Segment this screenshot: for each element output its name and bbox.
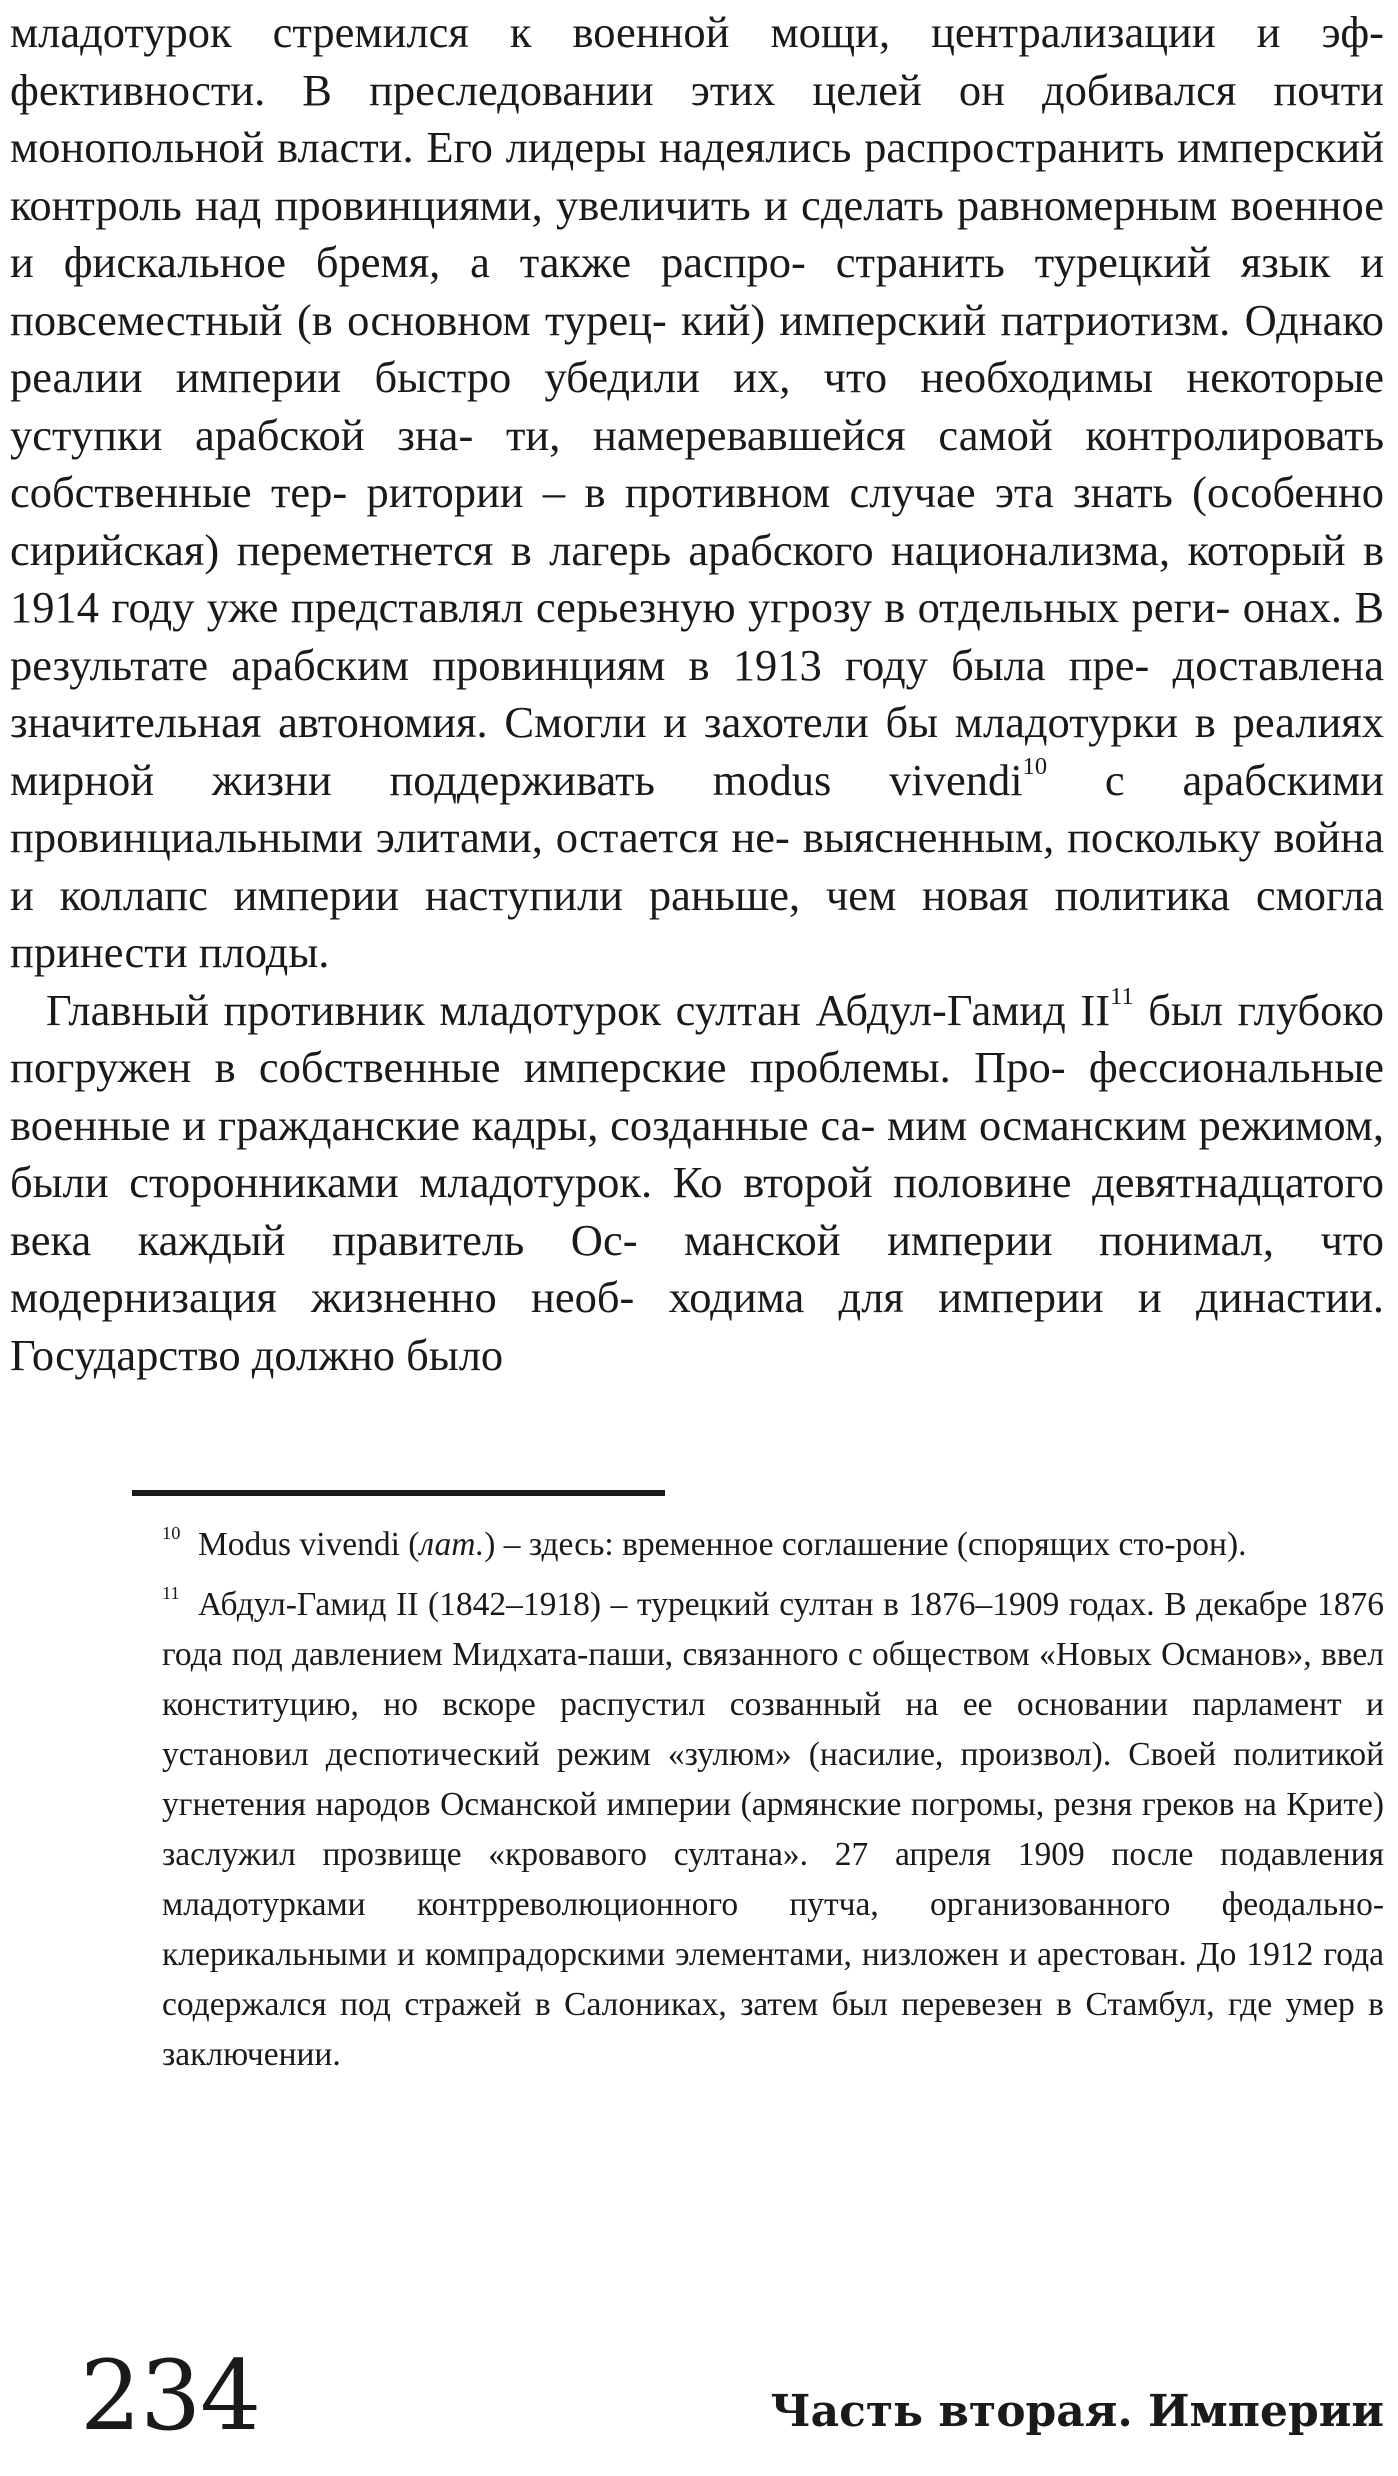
footnote-10: $^{10}$ Modus vivendi (лат.) – здесь: временное соглашение (спорящих сто-рон). — [162, 1523, 1247, 1563]
text-line: манской империи понимал, что модернизация жизненно необ- — [10, 1214, 1385, 1322]
footnote-separator — [132, 1490, 665, 1496]
footnote-ref-10[interactable]: 10 — [1022, 752, 1048, 780]
text-line: ритории – в противном случае эта знать (особенно сирийская) — [10, 467, 1385, 575]
text-line: фективности. В преследовании этих целей он добивался почти — [10, 64, 1384, 115]
text-line: убедили их, что необходимы некоторые уступки арабской зна- — [10, 352, 1384, 460]
main-text — [10, 4, 1384, 1384]
text-line: ти, намеревавшейся самой контролировать собственные тер- — [10, 409, 1384, 517]
text-line: с арабскими провинциальными элитами, остается не- — [10, 754, 1384, 862]
footnote-text: Modus vivendi ( — [198, 1526, 420, 1563]
text-line: переметнется в лагерь арабского национализма, который в — [236, 524, 1384, 575]
text-line: раньше, чем новая политика смогла принести плоды. — [10, 869, 1385, 977]
text-line: Главный противник младотурок султан Абдул-Гамид II — [46, 984, 1111, 1035]
text-line: vivendi — [889, 754, 1023, 805]
running-head: Часть вторая. Империи — [770, 2386, 1384, 2437]
text-line: выясненным, поскольку война и коллапс империи наступили — [10, 812, 1384, 920]
text-line: кий) имперский патриотизм. Однако реалии империи быстро — [10, 294, 1385, 402]
paragraph-2 — [10, 982, 1384, 1385]
text-line: ходима для империи и династии. Государство должно было — [10, 1272, 1385, 1380]
text-line: доставлена значительная автономия. Смогли и захотели бы — [10, 639, 1384, 747]
text-line: монопольной власти. Его лидеры надеялись распространить — [10, 122, 1165, 172]
text-line: странить турецкий язык и повсеместный (в основном турец- — [10, 237, 1385, 345]
text-line: младотурки в реалиях мирной жизни поддерживать modus — [10, 697, 1385, 805]
page-number: 234 — [80, 2340, 261, 2452]
text-line: имперский контроль над провинциями, увеличить и сделать — [10, 122, 1385, 230]
footnote-11: $^{11}$ Абдул-Гамид II (1842–1918) – турецкий султан в 1876–1909 годах. В декабре 1876 года под давлением Мидхата-паши, связанного с обществом «Новых Османов», ввел конституцию, но вскоре распустил созванный на ее основании парламент и установил деспотический режим «зулюм» (насилие, произвол). Своей политикой угнетения народов Османской империи (армянские погромы, резня греков на Крите) заслужил прозвище «кровавого султана». 27 апреля 1909 после подавления младотурками контрреволюционного путча, организованного феодально-клерикальными и компрадорскими элементами, низложен и арестован. До 1912 года содержался под стражей в Салониках, затем был перевезен в Стамбул, где умер в заключении. — [162, 1583, 1384, 2073]
paragraph-1 — [10, 4, 1384, 982]
footnotes — [162, 1520, 1384, 2090]
text-line: онах. В результате арабским провинциям в 1913 году была пре- — [10, 582, 1385, 690]
text-line: был — [1133, 984, 1224, 1035]
text-line: глубоко погружен в собственные имперские проблемы. Про- — [10, 984, 1385, 1092]
footnote-text: Абдул-Гамид II (1842–1918) – турецкий султан в 1876–1909 годах. В декабре 1876 года под давлением Мидхата-паши, связанного с обществом «Новых Османов», ввел конституцию, но вскоре распустил созванный на ее основании парламент и установил деспотический режим «зулюм» (насилие, произвол). Своей политикой угнетения народов Османской империи (армянские погромы, резня греков на Крите) заслужил прозвище «кровавого султана». 27 апреля 1909 после подавления младотурками контрреволюционного путча, организованного феодально-клерикальными и компрадорскими элементами, низложен и арестован. До 1912 года содержался под стражей в Салониках, затем был перевезен в Стамбул, где умер в заключении. — [162, 1586, 1384, 2073]
text-line: 1914 году уже представлял серьезную угрозу в отдельных реги- — [10, 582, 1231, 632]
footnote-italic: лат. — [419, 1526, 485, 1563]
text-line: младотурок стремился к военной мощи, централизации и эф- — [10, 7, 1384, 57]
footnote-ref-11[interactable]: 11 — [1110, 982, 1134, 1010]
text-line: равномерным военное и фискальное бремя, а также распро- — [10, 179, 1385, 287]
text-line: фессиональные военные и гражданские кадры, созданные са- — [10, 1042, 1385, 1150]
text-line: мим османским режимом, были сторонниками младотурок. Ко — [10, 1099, 1385, 1207]
footnote-text: ) – здесь: временное соглашение (спорящих сто-рон). — [484, 1526, 1247, 1563]
text-line: второй половине девятнадцатого века каждый правитель Ос- — [10, 1157, 1385, 1265]
